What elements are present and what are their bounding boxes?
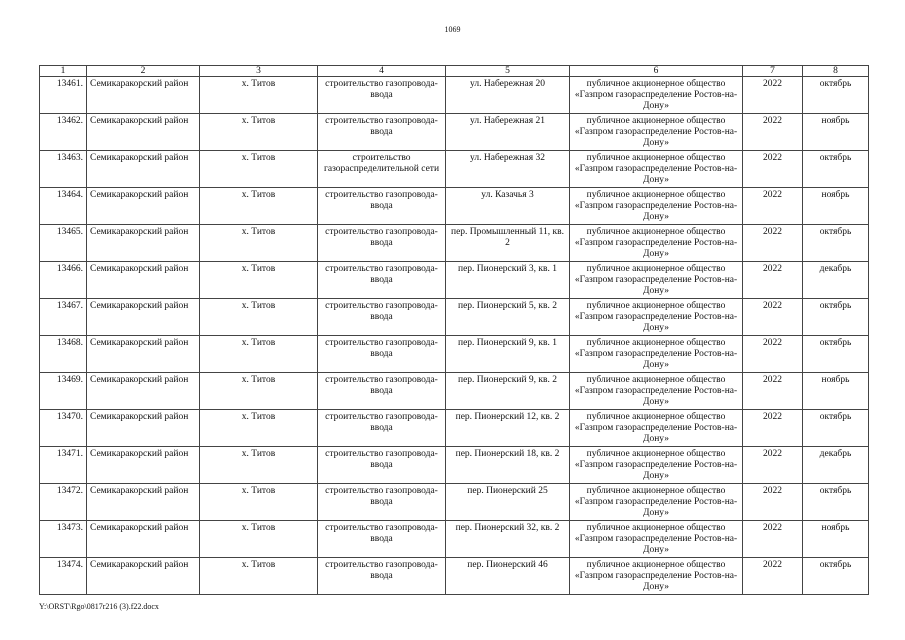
organization-cell: публичное акционерное общество «Газпром газораспределение Ростов-на-Дону» xyxy=(570,484,743,521)
table-row xyxy=(40,188,869,225)
work-type-cell: строительство газопровода-ввода xyxy=(318,558,446,595)
work-type-cell: строительство газопровода-ввода xyxy=(318,299,446,336)
settlement-cell: х. Титов xyxy=(200,299,318,336)
work-type-cell: строительство газопровода-ввода xyxy=(318,484,446,521)
address-cell: ул. Казачья 3 xyxy=(446,188,570,225)
year-cell: 2022 xyxy=(743,521,803,558)
row-number-cell: 13471. xyxy=(40,447,87,484)
district-cell: Семикаракорский район xyxy=(87,262,200,299)
month-cell: ноябрь xyxy=(803,373,869,410)
year-cell: 2022 xyxy=(743,484,803,521)
row-number-cell: 13467. xyxy=(40,299,87,336)
year-cell: 2022 xyxy=(743,373,803,410)
month-cell: октябрь xyxy=(803,410,869,447)
district-cell: Семикаракорский район xyxy=(87,299,200,336)
table-row xyxy=(40,151,869,188)
district-cell: Семикаракорский район xyxy=(87,484,200,521)
district-cell: Семикаракорский район xyxy=(87,225,200,262)
page-number: 1069 xyxy=(444,25,461,34)
table-row xyxy=(40,77,869,114)
table-body xyxy=(40,77,869,595)
address-cell: пер. Пионерский 12, кв. 2 xyxy=(446,410,570,447)
organization-cell: публичное акционерное общество «Газпром газораспределение Ростов-на-Дону» xyxy=(570,521,743,558)
table-row xyxy=(40,299,869,336)
district-cell: Семикаракорский район xyxy=(87,558,200,595)
row-number-cell: 13468. xyxy=(40,336,87,373)
organization-cell: публичное акционерное общество «Газпром газораспределение Ростов-на-Дону» xyxy=(570,447,743,484)
column-header: 8 xyxy=(803,66,869,77)
table-row xyxy=(40,558,869,595)
row-number-cell: 13474. xyxy=(40,558,87,595)
organization-cell: публичное акционерное общество «Газпром газораспределение Ростов-на-Дону» xyxy=(570,188,743,225)
month-cell: октябрь xyxy=(803,151,869,188)
year-cell: 2022 xyxy=(743,225,803,262)
column-header: 4 xyxy=(318,66,446,77)
work-type-cell: строительство газопровода-ввода xyxy=(318,373,446,410)
work-type-cell: строительство газопровода-ввода xyxy=(318,114,446,151)
settlement-cell: х. Титов xyxy=(200,225,318,262)
address-cell: ул. Набережная 32 xyxy=(446,151,570,188)
table-row xyxy=(40,521,869,558)
month-cell: октябрь xyxy=(803,225,869,262)
year-cell: 2022 xyxy=(743,336,803,373)
settlement-cell: х. Титов xyxy=(200,151,318,188)
settlement-cell: х. Титов xyxy=(200,114,318,151)
address-cell: пер. Пионерский 9, кв. 1 xyxy=(446,336,570,373)
organization-cell: публичное акционерное общество «Газпром газораспределение Ростов-на-Дону» xyxy=(570,299,743,336)
address-cell: пер. Пионерский 3, кв. 1 xyxy=(446,262,570,299)
work-type-cell: строительство газопровода-ввода xyxy=(318,262,446,299)
address-cell: пер. Пионерский 18, кв. 2 xyxy=(446,447,570,484)
year-cell: 2022 xyxy=(743,558,803,595)
table-row xyxy=(40,410,869,447)
work-type-cell: строительство газопровода-ввода xyxy=(318,188,446,225)
district-cell: Семикаракорский район xyxy=(87,521,200,558)
address-cell: пер. Пионерский 25 xyxy=(446,484,570,521)
settlement-cell: х. Титов xyxy=(200,410,318,447)
settlement-cell: х. Титов xyxy=(200,447,318,484)
month-cell: декабрь xyxy=(803,262,869,299)
address-cell: пер. Промышленный 11, кв. 2 xyxy=(446,225,570,262)
column-header: 5 xyxy=(446,66,570,77)
row-number-cell: 13462. xyxy=(40,114,87,151)
settlement-cell: х. Титов xyxy=(200,558,318,595)
year-cell: 2022 xyxy=(743,410,803,447)
work-type-cell: строительство газопровода-ввода xyxy=(318,410,446,447)
table-row xyxy=(40,447,869,484)
address-cell: пер. Пионерский 32, кв. 2 xyxy=(446,521,570,558)
row-number-cell: 13469. xyxy=(40,373,87,410)
month-cell: ноябрь xyxy=(803,188,869,225)
footer-file-path: Y:\ORST\Rgo\0817r216 (3).f22.docx xyxy=(39,602,159,611)
year-cell: 2022 xyxy=(743,447,803,484)
settlement-cell: х. Титов xyxy=(200,521,318,558)
column-header: 1 xyxy=(40,66,87,77)
month-cell: октябрь xyxy=(803,558,869,595)
gas-works-table xyxy=(39,65,869,595)
district-cell: Семикаракорский район xyxy=(87,151,200,188)
organization-cell: публичное акционерное общество «Газпром газораспределение Ростов-на-Дону» xyxy=(570,114,743,151)
row-number-cell: 13473. xyxy=(40,521,87,558)
address-cell: пер. Пионерский 5, кв. 2 xyxy=(446,299,570,336)
work-type-cell: строительство газопровода-ввода xyxy=(318,521,446,558)
column-header: 2 xyxy=(87,66,200,77)
row-number-cell: 13461. xyxy=(40,77,87,114)
settlement-cell: х. Титов xyxy=(200,262,318,299)
district-cell: Семикаракорский район xyxy=(87,410,200,447)
table-row xyxy=(40,484,869,521)
column-header: 6 xyxy=(570,66,743,77)
column-header: 3 xyxy=(200,66,318,77)
work-type-cell: строительство газопровода-ввода xyxy=(318,225,446,262)
month-cell: декабрь xyxy=(803,447,869,484)
organization-cell: публичное акционерное общество «Газпром газораспределение Ростов-на-Дону» xyxy=(570,225,743,262)
month-cell: ноябрь xyxy=(803,114,869,151)
organization-cell: публичное акционерное общество «Газпром газораспределение Ростов-на-Дону» xyxy=(570,151,743,188)
address-cell: пер. Пионерский 9, кв. 2 xyxy=(446,373,570,410)
year-cell: 2022 xyxy=(743,299,803,336)
table-row xyxy=(40,225,869,262)
row-number-cell: 13465. xyxy=(40,225,87,262)
organization-cell: публичное акционерное общество «Газпром газораспределение Ростов-на-Дону» xyxy=(570,77,743,114)
row-number-cell: 13464. xyxy=(40,188,87,225)
table-row xyxy=(40,262,869,299)
row-number-cell: 13463. xyxy=(40,151,87,188)
settlement-cell: х. Титов xyxy=(200,77,318,114)
table-row xyxy=(40,114,869,151)
table-row xyxy=(40,373,869,410)
work-type-cell: строительство газопровода-ввода xyxy=(318,77,446,114)
month-cell: октябрь xyxy=(803,299,869,336)
district-cell: Семикаракорский район xyxy=(87,188,200,225)
row-number-cell: 13466. xyxy=(40,262,87,299)
year-cell: 2022 xyxy=(743,114,803,151)
work-type-cell: строительство газораспределительной сети xyxy=(318,151,446,188)
column-header: 7 xyxy=(743,66,803,77)
month-cell: октябрь xyxy=(803,336,869,373)
row-number-cell: 13470. xyxy=(40,410,87,447)
address-cell: пер. Пионерский 46 xyxy=(446,558,570,595)
settlement-cell: х. Титов xyxy=(200,188,318,225)
work-type-cell: строительство газопровода-ввода xyxy=(318,447,446,484)
row-number-cell: 13472. xyxy=(40,484,87,521)
column-number-row xyxy=(40,66,869,77)
district-cell: Семикаракорский район xyxy=(87,77,200,114)
address-cell: ул. Набережная 20 xyxy=(446,77,570,114)
organization-cell: публичное акционерное общество «Газпром газораспределение Ростов-на-Дону» xyxy=(570,262,743,299)
district-cell: Семикаракорский район xyxy=(87,114,200,151)
district-cell: Семикаракорский район xyxy=(87,336,200,373)
settlement-cell: х. Титов xyxy=(200,373,318,410)
district-cell: Семикаракорский район xyxy=(87,373,200,410)
district-cell: Семикаракорский район xyxy=(87,447,200,484)
organization-cell: публичное акционерное общество «Газпром газораспределение Ростов-на-Дону» xyxy=(570,410,743,447)
year-cell: 2022 xyxy=(743,188,803,225)
organization-cell: публичное акционерное общество «Газпром газораспределение Ростов-на-Дону» xyxy=(570,558,743,595)
table-row xyxy=(40,336,869,373)
year-cell: 2022 xyxy=(743,77,803,114)
year-cell: 2022 xyxy=(743,262,803,299)
month-cell: октябрь xyxy=(803,484,869,521)
address-cell: ул. Набережная 21 xyxy=(446,114,570,151)
month-cell: октябрь xyxy=(803,77,869,114)
month-cell: ноябрь xyxy=(803,521,869,558)
settlement-cell: х. Титов xyxy=(200,336,318,373)
organization-cell: публичное акционерное общество «Газпром газораспределение Ростов-на-Дону» xyxy=(570,373,743,410)
organization-cell: публичное акционерное общество «Газпром газораспределение Ростов-на-Дону» xyxy=(570,336,743,373)
settlement-cell: х. Титов xyxy=(200,484,318,521)
work-type-cell: строительство газопровода-ввода xyxy=(318,336,446,373)
year-cell: 2022 xyxy=(743,151,803,188)
